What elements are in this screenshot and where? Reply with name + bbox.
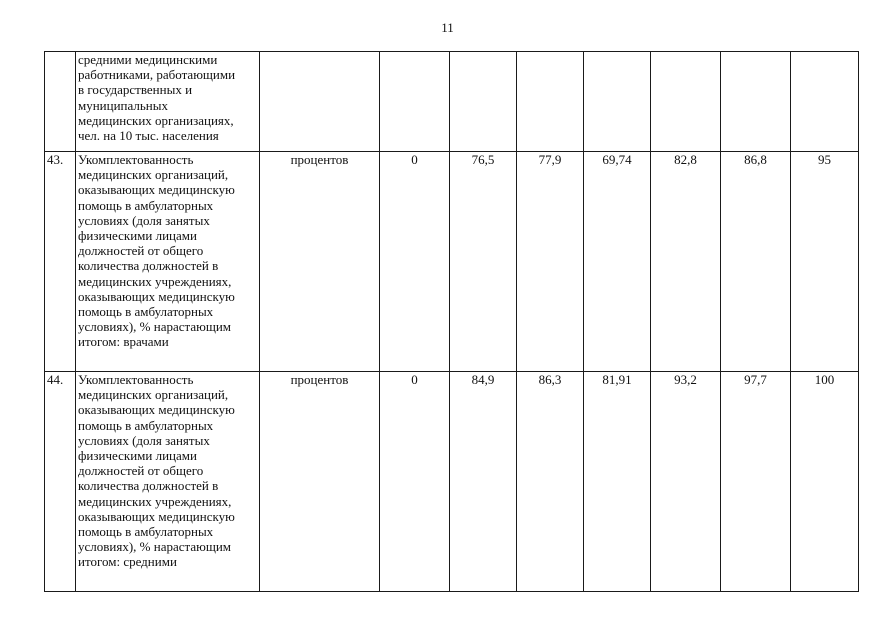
indicator-name-line: оказывающих медицинскую [78,402,235,418]
table-row-continuation [45,52,859,152]
indicator-name-line: физическими лицами [78,228,197,244]
value-cell: 69,74 [584,152,651,372]
indicator-name-line: количества должностей в [78,258,219,274]
indicator-name-line: помощь в амбулаторных [78,524,214,540]
indicator-name-cell [76,152,260,372]
value-cell: 100 [791,372,859,592]
value-cell: 82,8 [651,152,721,372]
indicator-name-line: медицинских организациях, [78,112,234,128]
value-cell [517,52,584,152]
indicator-name-line: медицинских учреждениях, [78,273,232,289]
value-cell [651,52,721,152]
row-number-cell: 44. [45,372,76,592]
indicator-name-line: итогом: средними [78,554,177,570]
indicator-table [44,51,859,592]
value-cell: 95 [791,152,859,372]
indicator-name-line: количества должностей в [78,478,219,494]
indicator-name-line: оказывающих медицинскую [78,182,235,198]
unit-cell: процентов [260,152,380,372]
value-cell [791,52,859,152]
row-number-cell [45,52,76,152]
indicator-name-line: помощь в амбулаторных [78,304,214,320]
value-cell: 0 [380,372,450,592]
value-cell: 97,7 [721,372,791,592]
indicator-name-line: работниками, работающими [78,67,236,83]
table-row-43 [45,152,859,372]
table-row-44 [45,372,859,592]
indicator-name-line: Укомплектованность [78,152,194,167]
value-cell: 77,9 [517,152,584,372]
indicator-name-line: средними медицинскими [78,52,218,67]
value-cell: 86,3 [517,372,584,592]
row-number-cell: 43. [45,152,76,372]
indicator-name-line: медицинских организаций, [78,167,229,183]
value-cell [721,52,791,152]
value-cell: 0 [380,152,450,372]
value-cell: 86,8 [721,152,791,372]
unit-cell [260,52,380,152]
value-cell [584,52,651,152]
indicator-name-line: чел. на 10 тыс. населения [78,128,219,144]
indicator-name-line: Укомплектованность [78,372,194,387]
value-cell: 76,5 [450,152,517,372]
value-cell [380,52,450,152]
indicator-name-line: помощь в амбулаторных [78,197,214,213]
indicator-name-line: должностей от общего [78,243,204,259]
indicator-name-cell [76,372,260,592]
indicator-name-cell [76,52,260,152]
value-cell: 84,9 [450,372,517,592]
indicator-name-line: условиях (доля занятых [78,432,210,448]
indicator-name-line: муниципальных [78,97,169,113]
indicator-name-line: условиях), % нарастающим [78,539,232,555]
value-cell: 93,2 [651,372,721,592]
indicator-name-line: итогом: врачами [78,334,169,350]
page-number: 11 [441,20,454,35]
indicator-name-line: помощь в амбулаторных [78,417,214,433]
indicator-name-line: условиях (доля занятых [78,212,210,228]
indicator-name-line: в государственных и [78,82,193,98]
indicator-name-line: оказывающих медицинскую [78,288,235,304]
indicator-name-line: медицинских организаций, [78,387,229,403]
indicator-name-line: медицинских учреждениях, [78,493,232,509]
value-cell [450,52,517,152]
indicator-name-line: физическими лицами [78,448,197,464]
indicator-name-line: должностей от общего [78,463,204,479]
indicator-name-line: оказывающих медицинскую [78,508,235,524]
value-cell: 81,91 [584,372,651,592]
indicator-name-line: условиях), % нарастающим [78,319,232,335]
unit-cell: процентов [260,372,380,592]
